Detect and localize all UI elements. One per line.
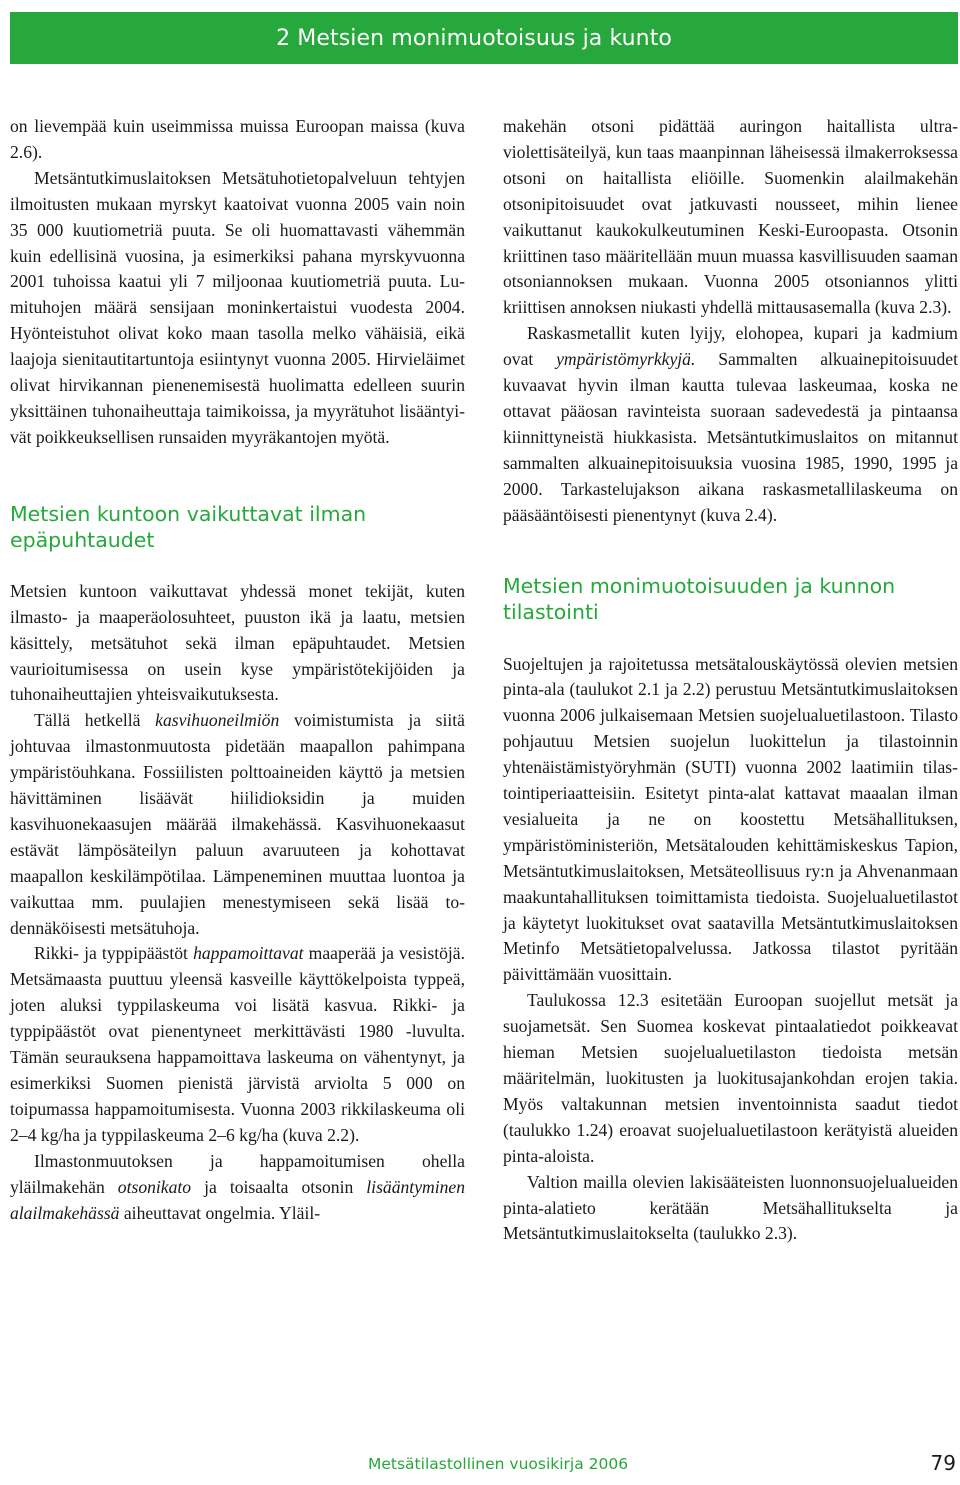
emphasis-term: ympäristömyrkkyjä.	[556, 349, 696, 370]
chapter-header-bar	[10, 12, 958, 64]
body-paragraph: on lievempää kuin useimmissa muissa Euroopan maissa (kuva 2.6).	[10, 116, 465, 162]
emphasis-term: kasvihuoneilmiön	[155, 710, 280, 731]
text-run: Rikki- ja typpipäästöt	[34, 943, 194, 964]
body-paragraph: Metsäntutkimuslaitoksen Metsätuhotietopalveluun tehtyjen ilmoitusten mukaan myrskyt kaatoivat vuonna 2005 vain noin 35 000 kuutiometriä puuta. Se oli huomattavasti vähemmän kuin edellisinä vuosina, ja esimerkiksi pahana myrskyvuonna 2001 tuhoissa kaatui yli 7 miljoonaa kuutiometriä puuta. Lumituhojen määrä sensijaan moninkertaistui vuodesta 2004. Hyönteistuhot olivat koko maan tasolla melko vähäisiä, eikä laajoja sienitautitartuntoja esiintynyt vuonna 2005. Hirvieläimet olivat hirvikannan pienenemisestä huolimatta edelleen suurin yksittäinen tuhonaiheuttaja taimikoissa, ja myyrätuhot lisääntyivät poikkeuksellisen runsaiden myyräkantojen myötä.	[10, 167, 465, 447]
text-run: maaperää ja vesistöjä. Metsämaasta puuttuu yleensä kasveille käyttökelpoista typpeä, joten aluksi typpilaskeuma voi lisätä kasvua. Rikki- ja typpipäästöt ovat pienentyneet merkittävästi 1980 -luvulta. Tämän seurauksena happamoittava laskeuma on vähentynyt, ja esimerkiksi Suomen pienistä järvistä arviolta 5 000 on toipumassa happamoitumisesta. Vuonna 2003 rikkilaskeuma oli 2–4 kg/ha ja typpilaskeuma 2–6 kg/ha (kuva 2.2).	[10, 943, 465, 1145]
chapter-title: 2 Metsien monimuotoisuus ja kunto	[276, 25, 672, 51]
text-run: Sammalten alkuainepitoisuudet kuvaavat hyvin ilman kautta tulevaa laskeumaa, koska ne ottavat pääosan ravinteista suoraan sadevedestä ja pintaansa kiinnittyneistä hiukkasista. Metsäntutkimuslaitos on mitannut sammalten alkuainepitoisuuksia vuosina 1985, 1990, 1995 ja 2000. Tarkastelujakson aikana raskasmetallilaskeuma on pääsääntöisesti pienentynyt (kuva 2.4).	[503, 349, 958, 525]
section-heading: Metsien monimuotoisuuden ja kunnon tilastointi	[503, 573, 896, 624]
footer-publication-title: Metsätilastollinen vuosikirja 2006	[368, 1455, 629, 1473]
body-paragraph	[10, 1149, 465, 1227]
emphasis-term: happamoittavat	[193, 943, 304, 964]
body-paragraph: Taulukossa 12.3 esitetään Euroopan suojellut metsät ja suojametsät. Sen Suomea koskevat pintaalatiedot poikkeavat hieman Metsien suojelualuetilaston tiedoista metsän määritelmän, luokitusten ja luokitusajankohdan erojen takia. Myös valtakunnan metsien inventoinnista saadut tiedot (taulukko 1.24) eroavat suojelualuetilastoon kerätyistä alueiden pinta-aloista.	[503, 990, 958, 1166]
body-paragraph	[10, 708, 465, 941]
left-column	[10, 114, 465, 1226]
text-run: aiheuttavat ongelmia. Yläil-	[119, 1202, 321, 1223]
text-run: ja toisaalta otsonin	[191, 1176, 367, 1197]
page-number: 79	[930, 1451, 956, 1475]
text-run: voimistumista ja siitä johtuvaa ilmastonmuutosta pidetään maapallon pahimpana ympäristöuhkana. Fossiilisten polttoaineiden käyttö ja metsien hävittäminen lisäävät hiilidioksidin ja muiden kasvihuonekaasujen määrää ilmakehässä. Kasvihuonekaasut estävät lämpösäteilyn paluun avaruuteen ja kohottavat maapallon keskilämpötilaa. Lämpeneminen muuttaa luontoa ja vaikuttaa mm. puulajien menestymiseen sekä lisää todennäköisesti metsätuhoja.	[10, 710, 465, 938]
body-paragraph: Valtion mailla olevien lakisääteisten luonnonsuojelualueiden pinta-alatieto kerätään Metsähallitukselta ja Metsäntutkimuslaitokselta (taulukko 2.3).	[503, 1171, 958, 1244]
emphasis-term: otsonikato	[117, 1176, 192, 1197]
section-heading: Metsien kuntoon vaikuttavat ilman epäpuhtaudet	[10, 501, 367, 552]
body-paragraph: Suojeltujen ja rajoitetussa metsätalouskäytössä olevien metsien pinta-ala (taulukot 2.1 ja 2.2) perustuu Metsäntutkimuslaitoksen vuonna 2006 julkaisemaan Metsien suojelualuetilastoon. Tilasto pohjautuu Metsien suojelun luokittelun ja tilastoinnin yhtenäistämistyöryhmän (SUTI) vuonna 2002 laatimiin tilastointiperiaatteisiin. Esitetyt pinta-alat kattavat maaalan ilman vesialueita ja ne on koostettu Metsähallituksen, ympäristöministeriön, Metsätalouden kehittämiskeskus Tapion, Metsäntutkimuslaitoksen, Metsäteollisuus ry:n ja Ahvenanmaan maakuntahallituksen toimittamista tiedoista. Suojelualuetilastot ja käytetyt luokitukset ovat saatavilla Metsäntutkimuslaitoksen Metinfo Metsätietopalvelussa. Jatkossa tilastot pyritään päivittämään vuosittain.	[503, 653, 958, 985]
right-column	[503, 114, 958, 1247]
body-paragraph: makehän otsoni pidättää auringon haitallista ultraviolettisäteilyä, kun taas maanpinnan läheisessä ilmakerroksessa otsoni on haitallista eliöille. Suomenkin alailmakehän otsonipitoisuudet ovat jatkuvasti nousseet, mihin lienee vaikuttanut kaukokulkeutuminen Keski-Euroopasta. Otsonin kriittinen taso määritellään muun muassa kasvillisuuden saaman otsoniannoksen mukaan. Vuonna 2005 otsoniannos ylitti kriittisen annoksen niukasti yhdellä mittausasemalla (kuva 2.3).	[503, 116, 958, 318]
text-run: Raskasmetallit kuten lyijy, elohopea, kupari ja kadmium ovat	[503, 323, 958, 370]
body-paragraph	[10, 941, 465, 1148]
body-paragraph: Metsien kuntoon vaikuttavat yhdessä monet tekijät, kuten ilmasto- ja maaperäolosuhteet, puuston ikä ja laatu, metsien käsittely, metsätuhot sekä ilman epäpuhtaudet. Metsien vaurioitumisessa on usein kyse ympäristötekijöiden ja tuhonaiheuttajien yhteisvaikutuksesta.	[10, 580, 465, 705]
body-paragraph	[503, 321, 958, 528]
text-run: Ilmastonmuutoksen ja happamoitumisen ohella yläilmakehän	[10, 1150, 465, 1197]
emphasis-term: lisääntyminen alailmakehässä	[10, 1176, 466, 1223]
text-run: Tällä hetkellä	[34, 710, 156, 731]
